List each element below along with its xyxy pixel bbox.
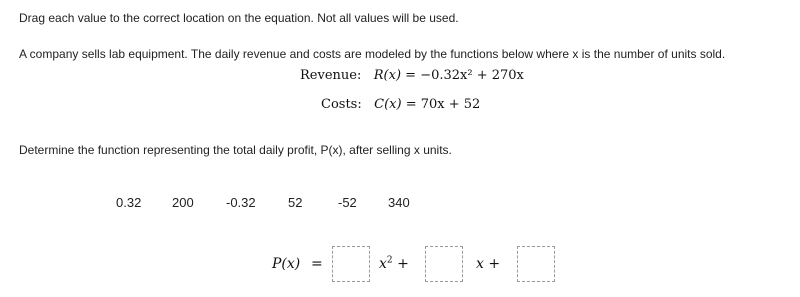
costs-function: C(x) (374, 97, 402, 112)
costs-equation (321, 97, 480, 112)
revenue-label: Revenue: (300, 68, 362, 83)
tile-neg-52[interactable]: -52 (338, 195, 357, 210)
profit-function: P(x) (272, 256, 301, 272)
tile-0-32[interactable]: 0.32 (116, 195, 142, 210)
profit-equation (0, 243, 800, 287)
x-variable: x (379, 256, 387, 272)
dropzone-coefficient-x[interactable] (425, 246, 463, 282)
costs-equals: = (405, 97, 417, 112)
x-variable: x (476, 256, 484, 272)
revenue-expression: −0.32x² + 270x (420, 68, 524, 83)
tile-neg-0-32[interactable]: -0.32 (226, 195, 256, 210)
costs-expression: 70x + 52 (420, 97, 481, 112)
revenue-equation (300, 68, 524, 83)
exponent-2: 2 (386, 255, 393, 266)
dropzone-coefficient-x2[interactable] (332, 246, 370, 282)
instructions: Drag each value to the correct location on the equation. Not all values will be used. (19, 11, 459, 25)
revenue-equals: = (405, 68, 417, 83)
x-term (476, 256, 500, 272)
question-prompt: Determine the function representing the total daily profit, P(x), after selling x units. (19, 143, 452, 157)
tile-52[interactable]: 52 (288, 195, 303, 210)
plus-sign-2: + (488, 256, 501, 272)
profit-equals: = (311, 256, 323, 272)
dropzone-constant[interactable] (517, 246, 555, 282)
plus-sign-1: + (397, 256, 409, 272)
tile-340[interactable]: 340 (388, 195, 410, 210)
costs-label: Costs: (321, 97, 362, 112)
value-tiles (0, 195, 800, 213)
problem-context: A company sells lab equipment. The daily revenue and costs are modeled by the functions below where x is the number of units sold. (19, 47, 726, 61)
tile-200[interactable]: 200 (172, 195, 194, 210)
revenue-function: R(x) (373, 68, 402, 83)
x-squared-term (379, 256, 409, 272)
